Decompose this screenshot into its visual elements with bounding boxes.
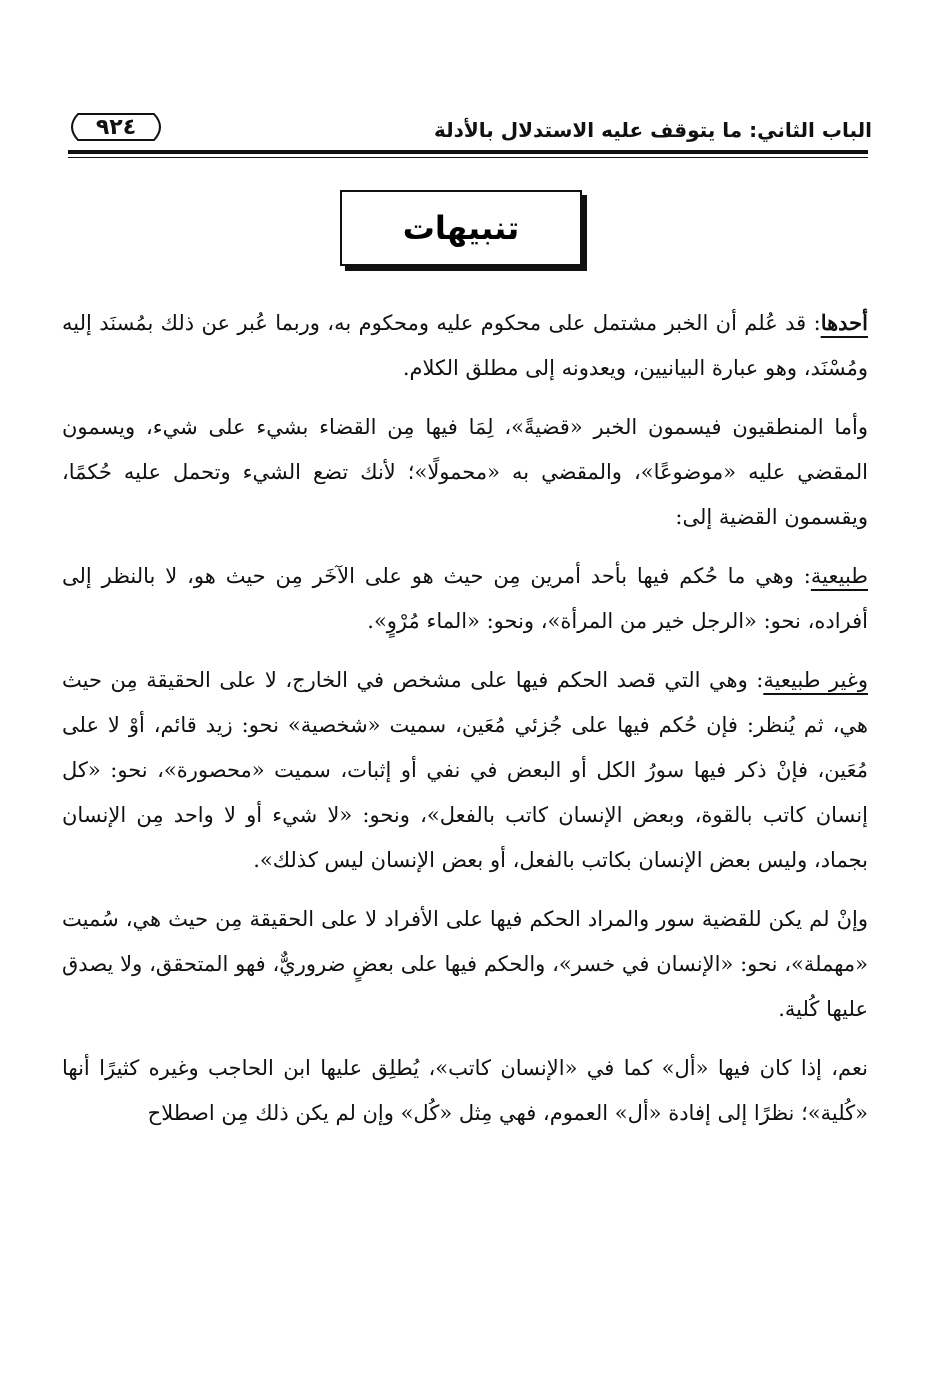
paragraph-lead: وغير طبيعية bbox=[763, 668, 868, 692]
paragraph-logicians bbox=[62, 405, 868, 540]
paragraph-indefinite-proposition bbox=[62, 897, 868, 1032]
paragraph-text: : وهي ما حُكم فيها بأحد أمرين مِن حيث هو على الآخَر مِن حيث هو، لا بالنظر إلى أفراده، نحو: «الرجل خير من المرأة»، ونحو: «الماء مُرْوٍ». bbox=[62, 564, 868, 633]
body-text bbox=[62, 300, 868, 1150]
running-header bbox=[64, 104, 872, 150]
paragraph-text: وأما المنطقيون فيسمون الخبر «قضيةً»، لِمَا فيها مِن القضاء بشيء على شيء، ويسمون المقضي عليه «موضوعًا»، والمقضي به «محمولًا»؛ لأنك تضع الشيء وتحمل عليه حُكمًا، ويقسمون القضية إلى: bbox=[62, 415, 868, 529]
page-number: ٩٢٤ bbox=[95, 114, 137, 140]
paragraph-text: وإنْ لم يكن للقضية سور والمراد الحكم فيها على الأفراد لا على الحقيقة مِن حيث هي، سُميت «مهملة»، نحو: «الإنسان في خسر»، والحكم فيها على بعضٍ ضروريٌّ، فهو المتحقق، ولا يصدق عليها كُلية. bbox=[62, 907, 868, 1021]
paragraph-first-note bbox=[62, 300, 868, 391]
paragraph-natural-proposition bbox=[62, 554, 868, 644]
section-title: تنبيهات bbox=[402, 209, 520, 247]
paragraph-text: : وهي التي قصد الحكم فيها على مشخص في الخارج، لا على الحقيقة مِن حيث هي، ثم يُنظر: فإن حُكم فيها على جُزئي مُعَين، سميت «شخصية» نحو: زيد قائم، أوْ لا على مُعَين، فإنْ ذكر فيها سورُ الكل أو البعض في نفي أو إثبات، سميت «محصورة»، نحو: «كل إنسان كاتب بالقوة، وبعض الإنسان كاتب بالفعل»، ونحو: «لا شيء أو لا واحد مِن الإنسان بجماد، وليس بعض الإنسان بكاتب بالفعل، أو بعض الإنسان ليس كذلك». bbox=[62, 668, 868, 872]
paragraph-lead: أحدها bbox=[820, 310, 868, 335]
chapter-title: الباب الثاني: ما يتوقف عليه الاستدلال بالأدلة bbox=[433, 118, 872, 142]
header-rule-thin bbox=[68, 157, 868, 158]
header-rule-thick bbox=[68, 150, 868, 154]
page-number-frame bbox=[64, 112, 168, 142]
paragraph-text: نعم، إذا كان فيها «أل» كما في «الإنسان كاتب»، يُطلِق عليها ابن الحاجب وغيره كثيرًا أنها «كُلية»؛ نظرًا إلى إفادة «أل» العموم، فهي مِثل «كُل» وإن لم يكن ذلك مِن اصطلاح bbox=[62, 1056, 868, 1125]
section-title-box bbox=[340, 190, 582, 266]
paragraph-al-article bbox=[62, 1046, 868, 1136]
paragraph-lead: طبيعية bbox=[810, 564, 868, 588]
paragraph-text: : قد عُلم أن الخبر مشتمل على محكوم عليه ومحكوم به، وربما عُبر عن ذلك بمُسنَد إليه ومُسْنَد، وهو عبارة البيانيين، ويعدونه إلى مطلق الكلام. bbox=[62, 311, 868, 380]
paragraph-non-natural-proposition bbox=[62, 658, 868, 883]
